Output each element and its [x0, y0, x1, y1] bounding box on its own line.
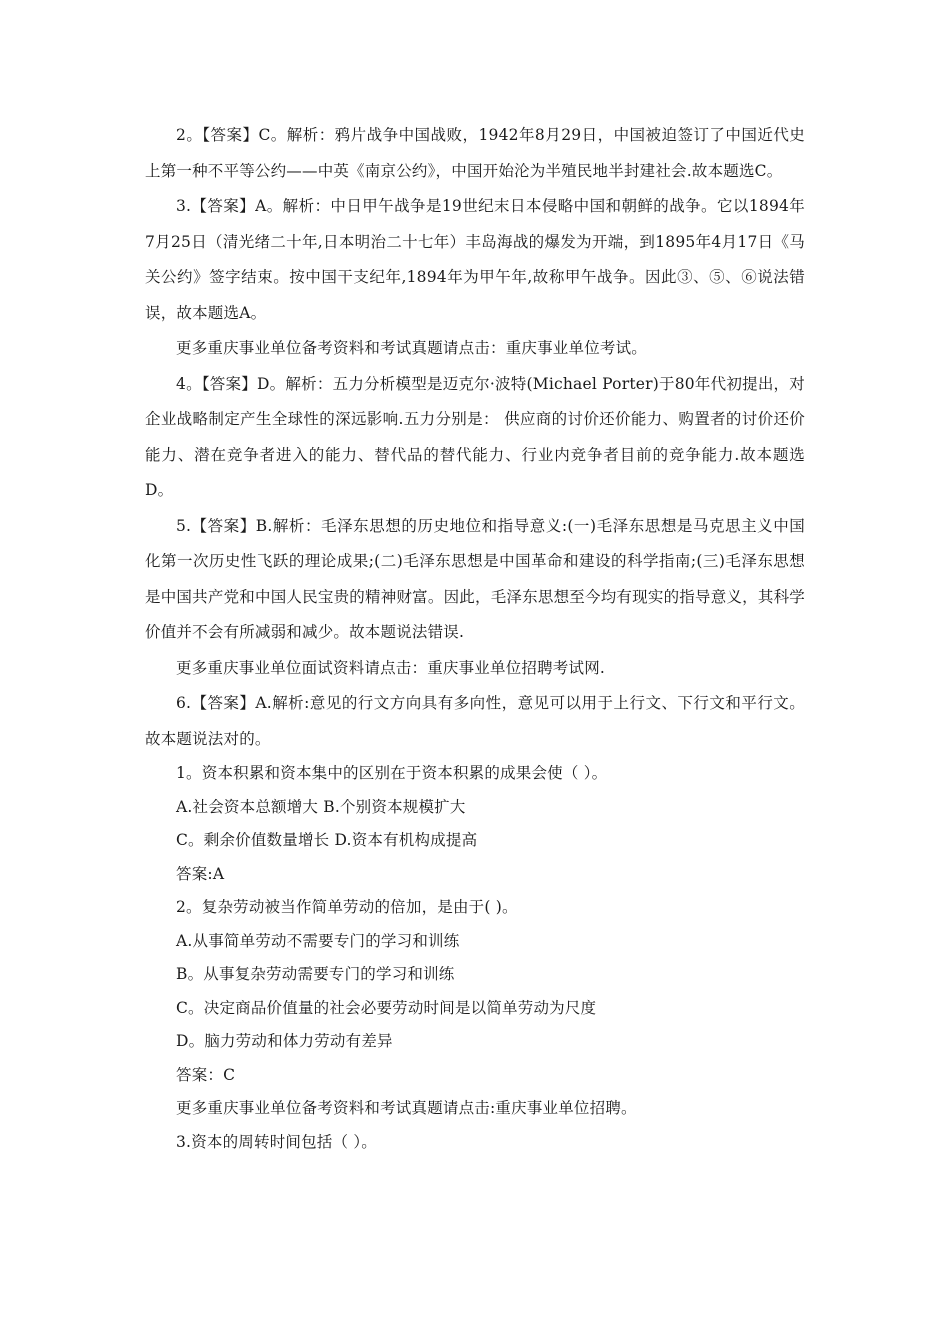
answer-paragraph-6: 6.【答案】A.解析:意见的行文方向具有多向性，意见可以用于上行文、下行文和平行文。故本题说法对的。 [145, 694, 805, 748]
question-2-answer: 答案：C [176, 1065, 236, 1084]
question-2: 2。复杂劳动被当作简单劳动的倍加，是由于( )。 [176, 898, 518, 916]
question-1: 1。资本积累和资本集中的区别在于资本积累的成果会使（ ）。 [176, 764, 608, 782]
promo-line-exam: 更多重庆事业单位备考资料和考试真题请点击：重庆事业单位考试。 [176, 339, 648, 357]
answer-paragraph-3: 3.【答案】A。解析：中日甲午战争是19世纪末日本侵略中国和朝鲜的战争。它以1894年7月25日（清光绪二十年,日本明治二十七年）丰岛海战的爆发为开端，到1895年4月17日《马关公约》签字结束。按中国干支纪年,1894年为甲午年,故称甲午战争。因此③、⑤、⑥说法错误，故本题选A。 [145, 197, 805, 322]
promo-line-interview: 更多重庆事业单位面试资料请点击：重庆事业单位招聘考试网. [176, 658, 606, 677]
question-1-answer: 答案:A [176, 864, 225, 883]
question-1-options-ab: A.社会资本总额增大 B.个别资本规模扩大 [176, 797, 466, 816]
question-2-option-b: B。从事复杂劳动需要专门的学习和训练 [176, 965, 455, 983]
document-body [145, 118, 805, 1159]
question-2-option-c: C。决定商品价值量的社会必要劳动时间是以简单劳动为尺度 [176, 998, 597, 1017]
question-2-option-d: D。脑力劳动和体力劳动有差异 [176, 1032, 393, 1050]
answer-paragraph-4: 4。【答案】D。解析：五力分析模型是迈克尔·波特(Michael Porter)于80年代初提出，对企业战略制定产生全球性的深远影响.五力分别是： 供应商的讨价还价能力、购置者的讨价还价能力、潜在竞争者进入的能力、替代品的替代能力、行业内竞争者目前的竞争能力.故本题选D。 [145, 374, 805, 499]
question-2-option-a: A.从事简单劳动不需要专门的学习和训练 [176, 931, 460, 950]
answer-paragraph-2: 2。【答案】C。解析：鸦片战争中国战败，1942年8月29日，中国被迫签订了中国近代史上第一种不平等公约——中英《南京公约》，中国开始沦为半殖民地半封建社会.故本题选C。 [145, 126, 805, 180]
answer-paragraph-5: 5.【答案】B.解析：毛泽东思想的历史地位和指导意义:(一)毛泽东思想是马克思主义中国化第一次历史性飞跃的理论成果;(二)毛泽东思想是中国革命和建设的科学指南;(三)毛泽东思想是中国共产党和中国人民宝贵的精神财富。因此，毛泽东思想至今均有现实的指导意义，其科学价值并不会有所减弱和减少。故本题说法错误. [145, 516, 805, 641]
question-3: 3.资本的周转时间包括（ ）。 [176, 1132, 377, 1151]
promo-line-recruit: 更多重庆事业单位备考资料和考试真题请点击:重庆事业单位招聘。 [176, 1099, 637, 1117]
question-1-options-cd: C。剩余价值数量增长 D.资本有机构成提高 [176, 831, 478, 849]
